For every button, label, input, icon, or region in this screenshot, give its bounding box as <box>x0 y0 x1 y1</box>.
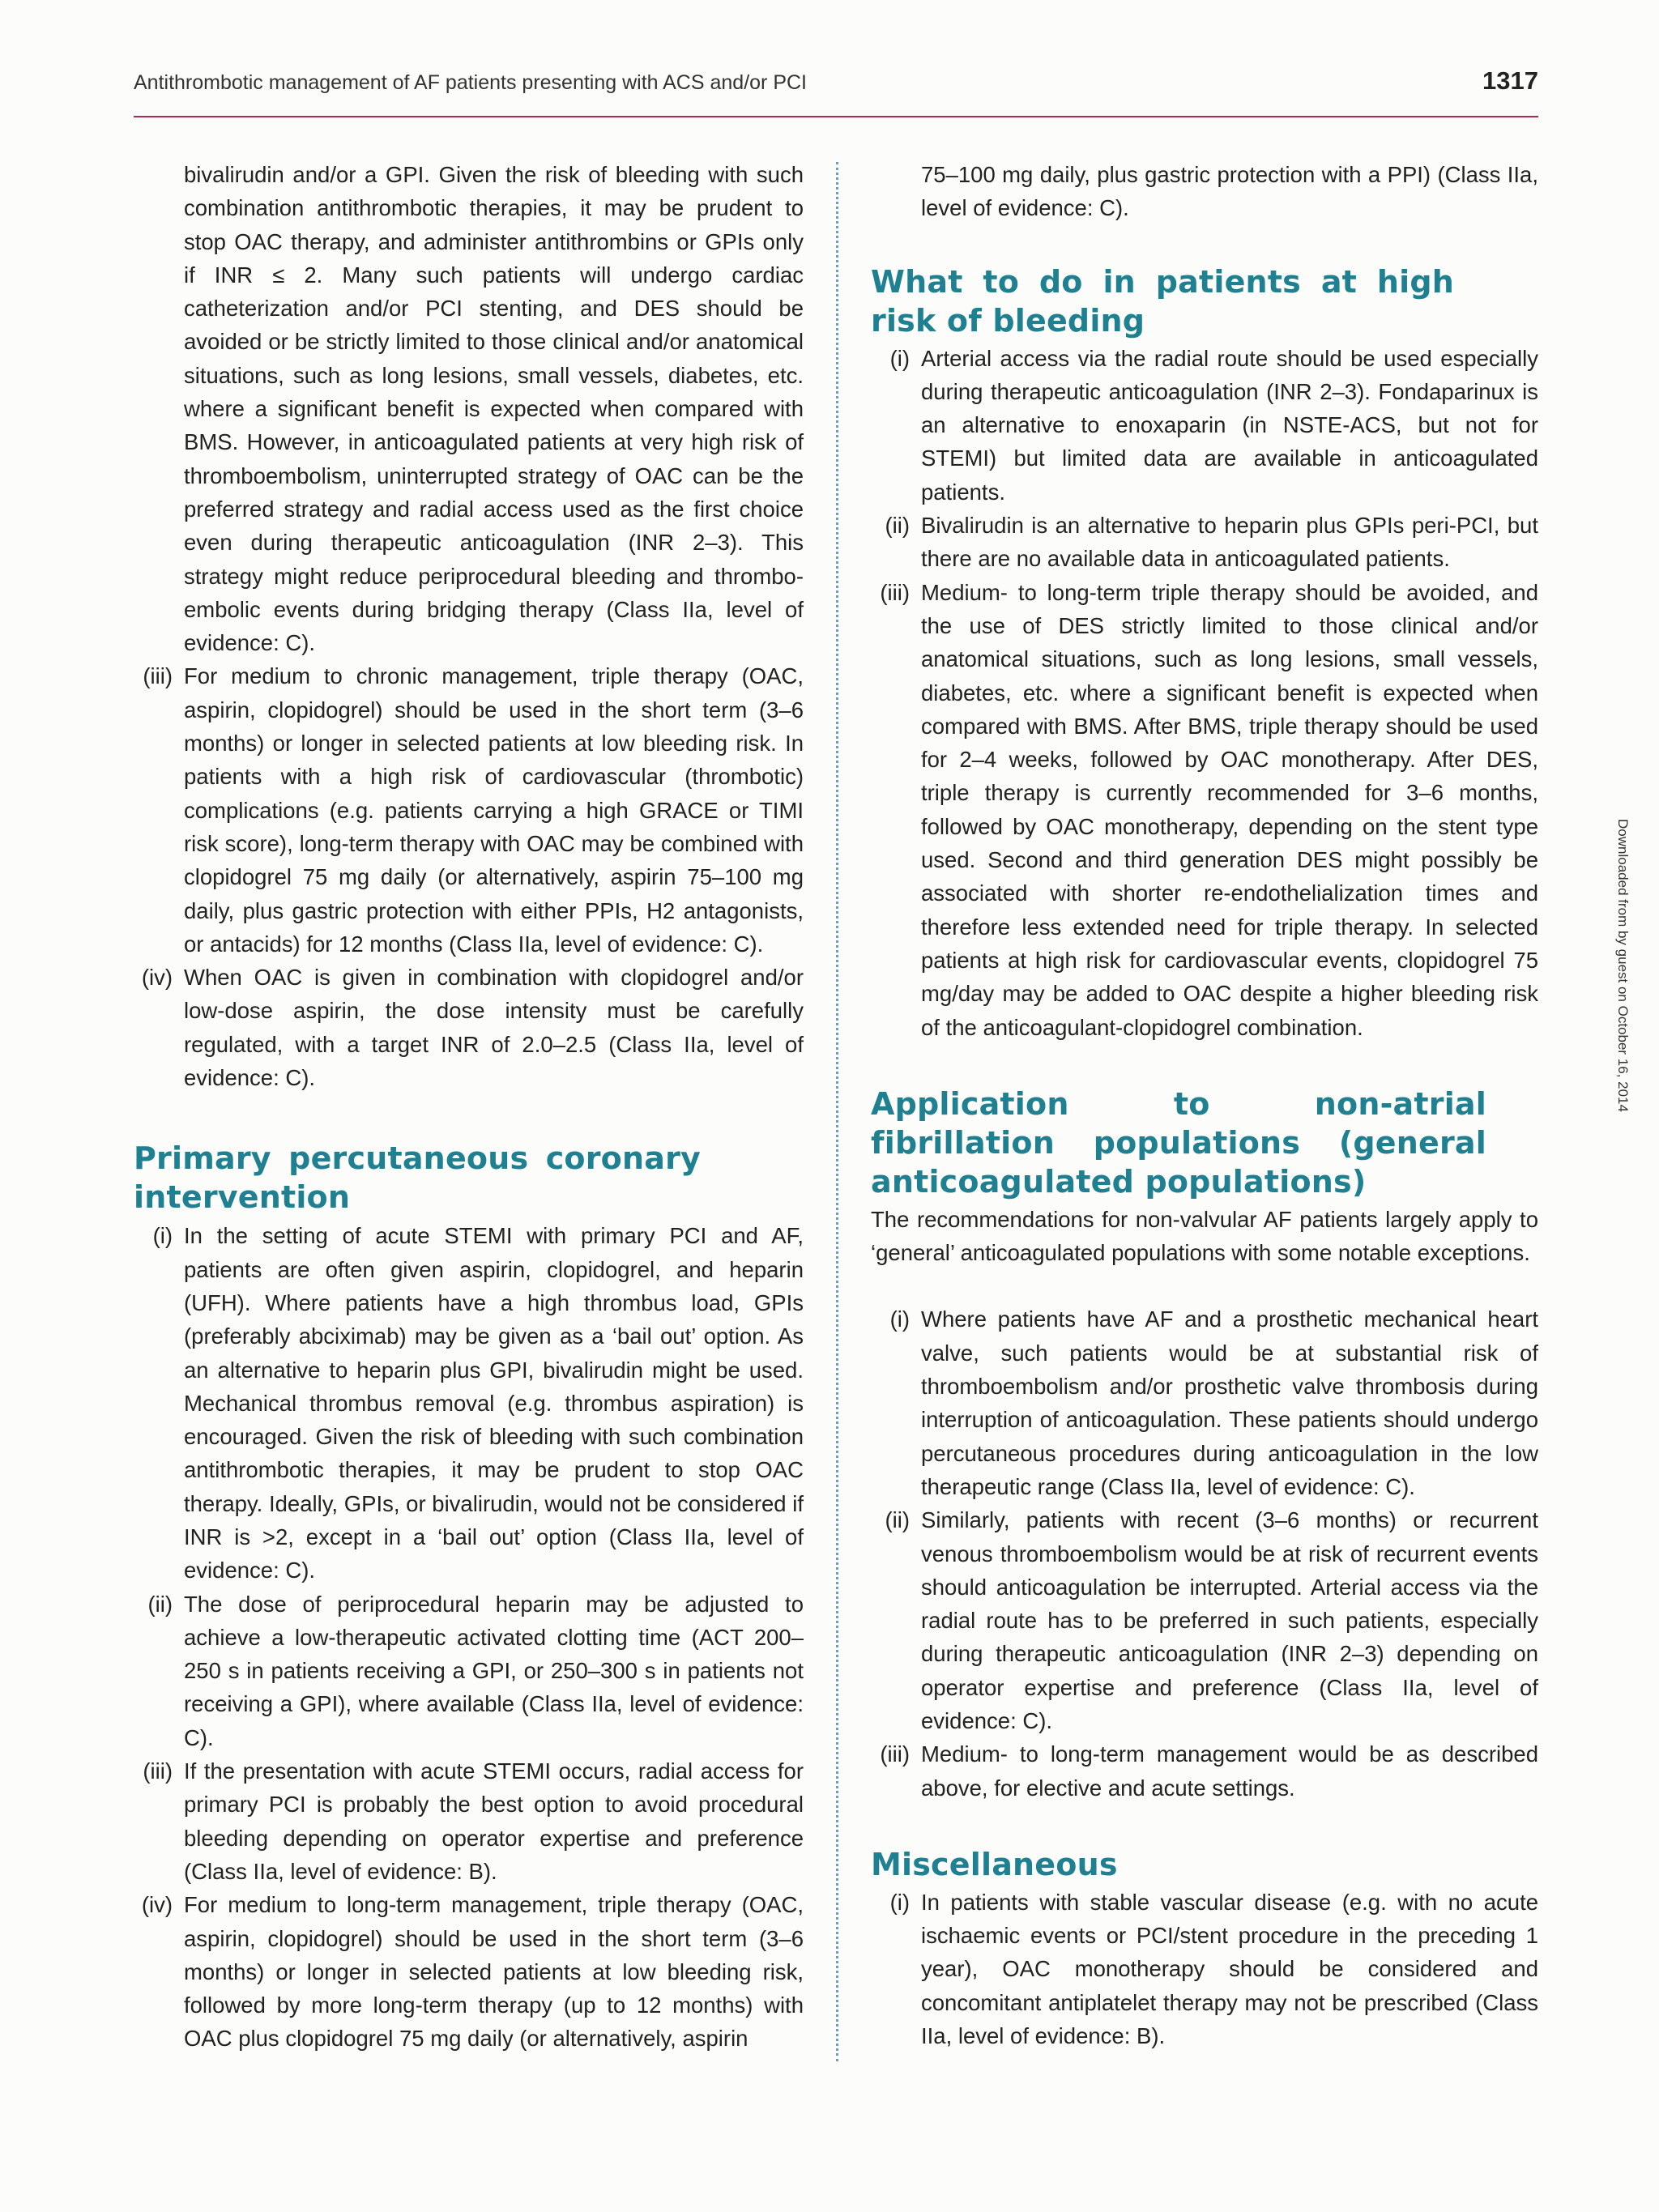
item-text: Medium- to long-term management would be as described above, for elective and acute settings. <box>921 1741 1538 1801</box>
item-text: Bivalirudin is an alternative to heparin plus GPIs peri-PCI, but there are no available data in anticoagulated patients. <box>921 513 1538 572</box>
list-item <box>871 576 1538 1044</box>
item-label: (i) <box>889 1889 910 1915</box>
list-item <box>134 1219 804 1587</box>
item-label: (ii) <box>147 1591 173 1617</box>
item-text: Medium- to long-term triple therapy should be avoided, and the use of DES strictly limited to those clinical and/or anatomical situations, such as long lesions, small vessels, diabetes, etc. where a significant benefit is expected when compared with BMS. After BMS, triple therapy should be used for 2–4 weeks, followed by OAC monotherapy. After DES, triple therapy is currently recommended for 3–6 months, followed by OAC monotherapy, depending on the stent type used. Second and third generation DES might possibly be associated with shorter re-endothelialization times and therefore less extended need for triple therapy. In selected patients at high risk for cardiovascular events, clopidogrel 75 mg/day may be added to OAC despite a higher bleeding risk of the anticoagulant-clopidogrel combination. <box>921 579 1538 1040</box>
item-text: Similarly, patients with recent (3–6 months) or recurrent venous thromboembolism would be at risk of recurrent events should anticoagulation be interrupted. Arterial access via the radial route has to be preferred in such patients, especially during therapeutic anticoagulation (INR 2–3) depending on operator expertise and preference (Class IIa, level of evidence: C). <box>921 1507 1538 1733</box>
list-item <box>871 1737 1538 1805</box>
right-column <box>871 158 1538 2052</box>
list-item <box>134 1888 804 2055</box>
continued-item-text: 75–100 mg daily, plus gastric protection with a PPI) (Class IIa, level of evidence: C). <box>921 162 1538 221</box>
list-item <box>134 961 804 1094</box>
page-header <box>134 66 1538 102</box>
item-label: (iii) <box>880 1741 910 1767</box>
list-item <box>871 1503 1538 1737</box>
item-text: When OAC is given in combination with clopidogrel and/or low-dose aspirin, the dose intensity must be carefully regulated, with a target INR of 2.0–2.5 (Class IIa, level of evidence: C). <box>184 965 804 1091</box>
item-text: For medium to long-term management, triple therapy (OAC, aspirin, clopidogrel) should be used in the short term (3–6 months) or longer in selected patients at low bleeding risk, followed by more long-term therapy (up to 12 months) with OAC plus clopidogrel 75 mg daily (or alternatively, aspirin <box>184 1892 804 2052</box>
list-item <box>134 659 804 961</box>
list-item <box>871 509 1538 576</box>
download-watermark: Downloaded from by guest on October 16, 2014 <box>1615 819 1631 1112</box>
item-label: (iii) <box>143 1758 173 1784</box>
left-column <box>134 158 804 2056</box>
list-item <box>134 1754 804 1888</box>
item-text: For medium to chronic management, triple therapy (OAC, aspirin, clopidogrel) should be used in the short term (3–6 months) or longer in selected patients at low bleeding risk. In patients with a high risk of cardiovascular (thrombotic) complications (e.g. patients carrying a high GRACE or TIMI risk score), long-term therapy with OAC may be combined with clopidogrel 75 mg daily (or alternatively, aspirin 75–100 mg daily, plus gastric protection with either PPIs, H2 antagonists, or antacids) for 12 months (Class IIa, level of evidence: C). <box>184 663 804 957</box>
list-item <box>871 1886 1538 2052</box>
list-item <box>871 342 1538 509</box>
item-label: (i) <box>889 345 910 371</box>
list-item <box>134 1588 804 1754</box>
item-label: (i) <box>152 1223 173 1249</box>
section-heading-primary-pci: Primary percutaneous coronary intervention <box>134 1140 701 1216</box>
continued-item-text: bivalirudin and/or a GPI. Given the risk of bleeding with such combination antithrombotic therapies, it may be prudent to stop OAC therapy, and administer antithrombins or GPIs only if INR ≤ 2. Many such patients will undergo cardiac catheterization and/or PCI stenting, and DES should be avoided or be strictly limited to those clinical and/or anatomical situations, such as long lesions, small vessels, diabetes, etc. where a significant benefit is expected when compared with BMS. However, in anticoagulated patients at very high risk of thromboembolism, uninterrupted strategy of OAC can be the preferred strategy and radial access used as the first choice even during therapeutic anticoagulation (INR 2–3). This strategy might reduce periprocedural bleeding and thrombo-embolic events during bridging therapy (Class IIa, level of evidence: C). <box>184 162 804 656</box>
section-heading-non-af-populations: Application to non-atrial fibrillation populations (general anticoagulated populations) <box>871 1085 1486 1200</box>
list-item <box>871 1302 1538 1503</box>
item-text: If the presentation with acute STEMI occurs, radial access for primary PCI is probably the best option to avoid procedural bleeding depending on operator expertise and preference (Class IIa, level of evidence: B). <box>184 1758 804 1884</box>
item-text: Arterial access via the radial route should be used especially during therapeutic anticoagulation (INR 2–3). Fondaparinux is an alternative to enoxaparin (in NSTE-ACS, but not for STEMI) but limited data are available in anticoagulated patients. <box>921 345 1538 505</box>
section-heading-miscellaneous: Miscellaneous <box>871 1846 1118 1882</box>
header-rule <box>134 116 1538 117</box>
item-label: (iii) <box>880 579 910 605</box>
item-label: (ii) <box>885 513 910 539</box>
item-text: In patients with stable vascular disease (e.g. with no acute ischaemic events or PCI/stent procedure in the preceding 1 year), OAC monotherapy should be considered and concomitant antiplatelet therapy may not be prescribed (Class IIa, level of evidence: B). <box>921 1889 1538 2049</box>
page-number: 1317 <box>1482 66 1538 95</box>
item-label: (i) <box>889 1306 910 1332</box>
item-text: The dose of periprocedural heparin may be adjusted to achieve a low-therapeutic activated clotting time (ACT 200–250 s in patients receiving a GPI, or 250–300 s in patients not receiving a GPI), where available (Class IIa, level of evidence: C). <box>184 1591 804 1750</box>
item-text: In the setting of acute STEMI with primary PCI and AF, patients are often given aspirin, clopidogrel, and heparin (UFH). Where patients have a high thrombus load, GPIs (preferably abciximab) may be given as a ‘bail out’ option. As an alternative to heparin plus GPI, bivalirudin might be used. Mechanical thrombus removal (e.g. thrombus aspiration) is encouraged. Given the risk of bleeding with such combination antithrombotic therapies, it may be prudent to stop OAC therapy. Ideally, GPIs, or bivalirudin, would not be considered if INR is >2, except in a ‘bail out’ option (Class IIa, level of evidence: C). <box>184 1223 804 1583</box>
item-label: (iv) <box>141 965 173 991</box>
item-label: (iv) <box>141 1892 173 1918</box>
item-text: Where patients have AF and a prosthetic mechanical heart valve, such patients would be at substantial risk of thromboembolism and/or prosthetic valve thrombosis during interruption of anticoagulation. These patients should undergo percutaneous procedures during anticoagulation in the low therapeutic range (Class IIa, level of evidence: C). <box>921 1306 1538 1499</box>
section-intro: The recommendations for non-valvular AF patients largely apply to ‘general’ anticoagulated populations with some notable exceptions. <box>871 1206 1538 1266</box>
section-heading-high-bleeding-risk: What to do in patients at high risk of bleeding <box>871 263 1454 339</box>
column-divider <box>836 162 838 2061</box>
item-label: (ii) <box>885 1507 910 1533</box>
running-title: Antithrombotic management of AF patients presenting with ACS and/or PCI <box>134 71 807 94</box>
item-label: (iii) <box>143 663 173 689</box>
